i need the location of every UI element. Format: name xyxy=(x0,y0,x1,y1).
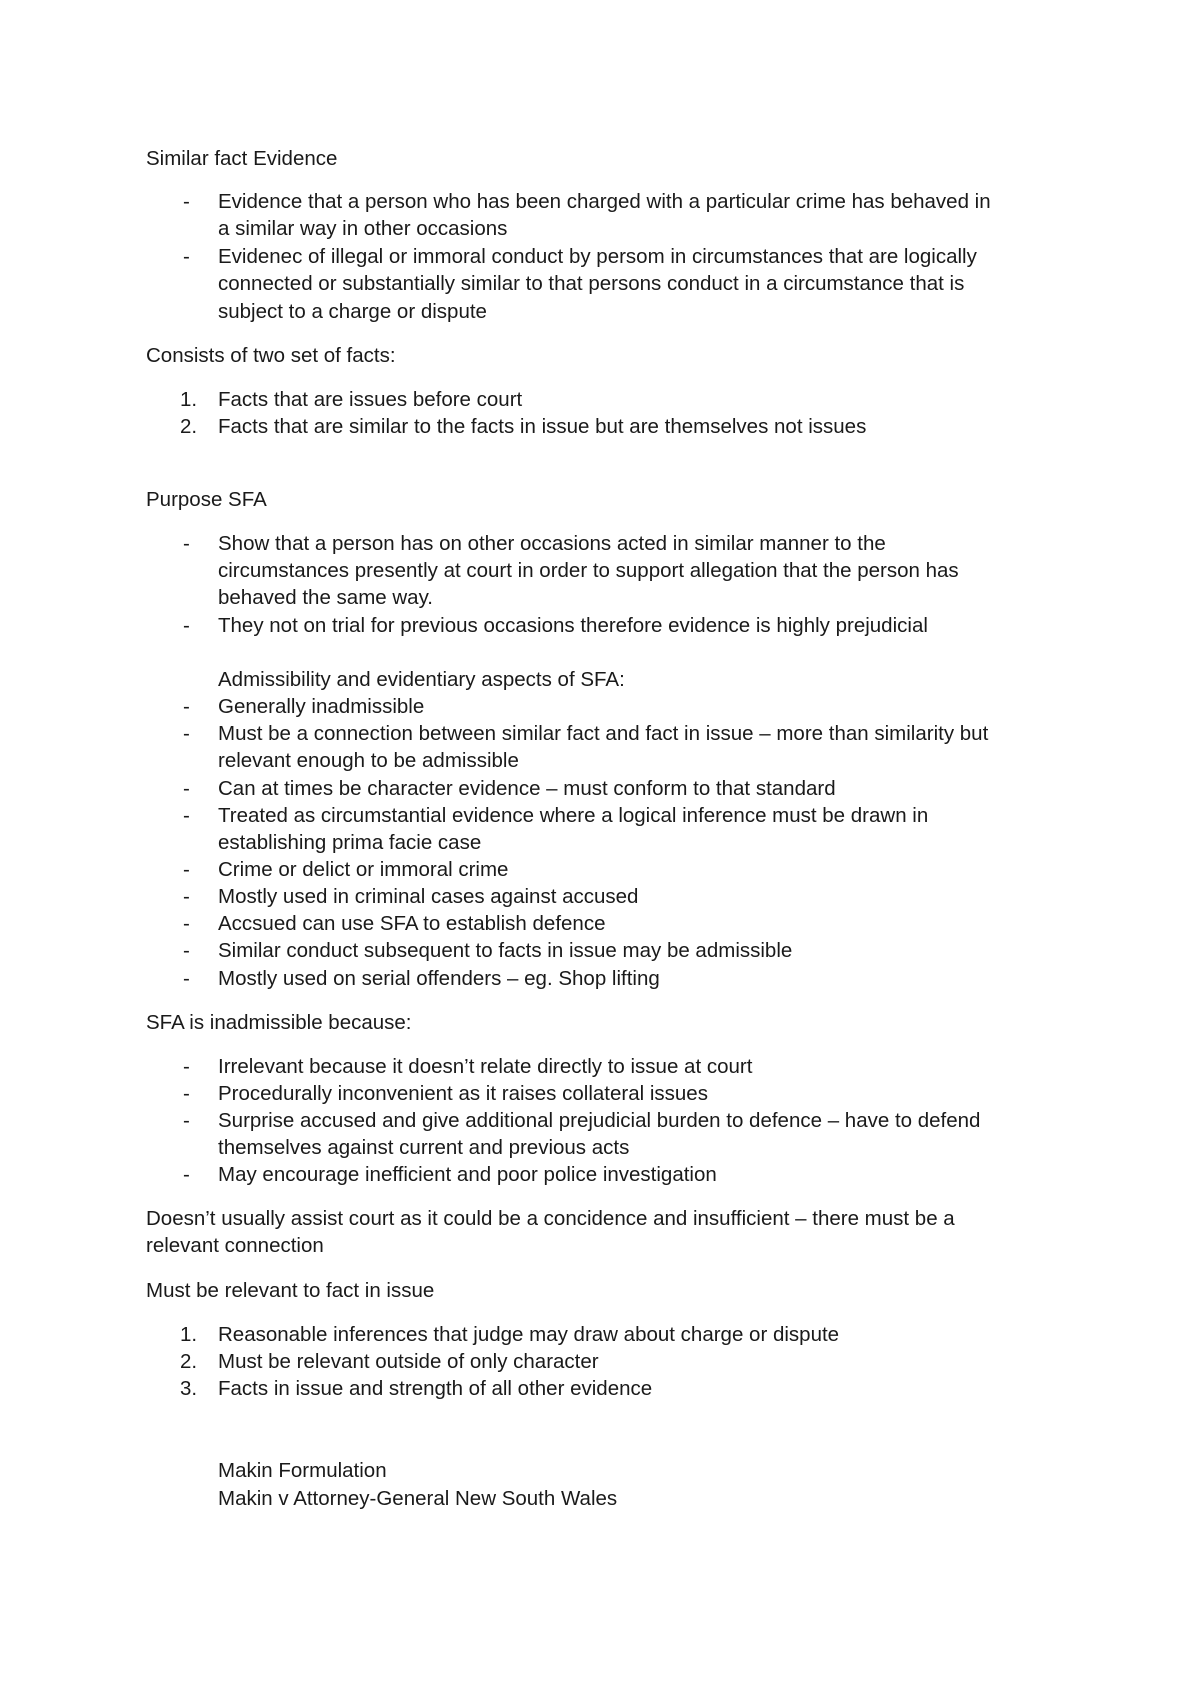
bullet-line: May encourage inefficient and poor police investigation xyxy=(218,1163,717,1186)
bullet-line: establishing prima facie case xyxy=(218,831,482,854)
section-heading-similar-fact: Similar fact Evidence xyxy=(146,147,338,170)
bullet-marker: - xyxy=(183,777,190,800)
bullet-line: themselves against current and previous acts xyxy=(218,1136,630,1159)
bullet-marker: - xyxy=(183,532,190,555)
bullet-line: Must be a connection between similar fact and fact in issue – more than similarity but xyxy=(218,722,989,745)
bullet-marker: - xyxy=(183,967,190,990)
makin-case: Makin v Attorney-General New South Wales xyxy=(218,1487,618,1510)
list-number: 1. xyxy=(180,388,198,411)
section-heading-purpose: Purpose SFA xyxy=(146,488,267,511)
bullet-marker: - xyxy=(183,885,190,908)
list-number: 2. xyxy=(180,415,198,438)
paragraph-line: relevant connection xyxy=(146,1234,324,1257)
bullet-line: Irrelevant because it doesn’t relate directly to issue at court xyxy=(218,1055,753,1078)
paragraph-line: Doesn’t usually assist court as it could be a concidence and insufficient – there must be a xyxy=(146,1207,955,1230)
section-heading-inadmissible: SFA is inadmissible because: xyxy=(146,1011,412,1034)
bullet-line: Procedurally inconvenient as it raises collateral issues xyxy=(218,1082,708,1105)
bullet-marker: - xyxy=(183,1163,190,1186)
makin-title: Makin Formulation xyxy=(218,1459,387,1482)
bullet-marker: - xyxy=(183,1082,190,1105)
bullet-marker: - xyxy=(183,939,190,962)
bullet-line: Can at times be character evidence – must conform to that standard xyxy=(218,777,836,800)
bullet-marker: - xyxy=(183,245,190,268)
section-heading-relevant: Must be relevant to fact in issue xyxy=(146,1279,435,1302)
list-item: Reasonable inferences that judge may draw about charge or dispute xyxy=(218,1323,840,1346)
bullet-marker: - xyxy=(183,1109,190,1132)
bullet-line: connected or substantially similar to that persons conduct in a circumstance that is xyxy=(218,272,965,295)
bullet-marker: - xyxy=(183,1055,190,1078)
bullet-line: Similar conduct subsequent to facts in issue may be admissible xyxy=(218,939,793,962)
section-heading-two-sets: Consists of two set of facts: xyxy=(146,344,396,367)
list-number: 2. xyxy=(180,1350,198,1373)
bullet-line: circumstances presently at court in order to support allegation that the person has xyxy=(218,559,959,582)
bullet-line: Evidenec of illegal or immoral conduct by persom in circumstances that are logically xyxy=(218,245,977,268)
bullet-marker: - xyxy=(183,695,190,718)
list-item: Must be relevant outside of only character xyxy=(218,1350,599,1373)
bullet-line: behaved the same way. xyxy=(218,586,433,609)
section-heading-admissibility: Admissibility and evidentiary aspects of SFA: xyxy=(218,668,625,691)
bullet-line: relevant enough to be admissible xyxy=(218,749,519,772)
bullet-marker: - xyxy=(183,912,190,935)
bullet-marker: - xyxy=(183,722,190,745)
bullet-line: Surprise accused and give additional prejudicial burden to defence – have to defend xyxy=(218,1109,981,1132)
bullet-line: Mostly used on serial offenders – eg. Shop lifting xyxy=(218,967,660,990)
list-number: 3. xyxy=(180,1377,198,1400)
bullet-marker: - xyxy=(183,614,190,637)
bullet-marker: - xyxy=(183,858,190,881)
list-item: Facts in issue and strength of all other evidence xyxy=(218,1377,653,1400)
list-number: 1. xyxy=(180,1323,198,1346)
list-item: Facts that are similar to the facts in issue but are themselves not issues xyxy=(218,415,867,438)
bullet-line: a similar way in other occasions xyxy=(218,217,508,240)
bullet-line: Treated as circumstantial evidence where a logical inference must be drawn in xyxy=(218,804,929,827)
bullet-marker: - xyxy=(183,804,190,827)
bullet-line: subject to a charge or dispute xyxy=(218,300,487,323)
bullet-line: Evidence that a person who has been charged with a particular crime has behaved in xyxy=(218,190,991,213)
bullet-line: They not on trial for previous occasions therefore evidence is highly prejudicial xyxy=(218,614,928,637)
list-item: Facts that are issues before court xyxy=(218,388,523,411)
bullet-line: Mostly used in criminal cases against accused xyxy=(218,885,639,908)
bullet-line: Show that a person has on other occasions acted in similar manner to the xyxy=(218,532,886,555)
bullet-line: Crime or delict or immoral crime xyxy=(218,858,509,881)
bullet-line: Accsued can use SFA to establish defence xyxy=(218,912,606,935)
bullet-marker: - xyxy=(183,190,190,213)
bullet-line: Generally inadmissible xyxy=(218,695,425,718)
